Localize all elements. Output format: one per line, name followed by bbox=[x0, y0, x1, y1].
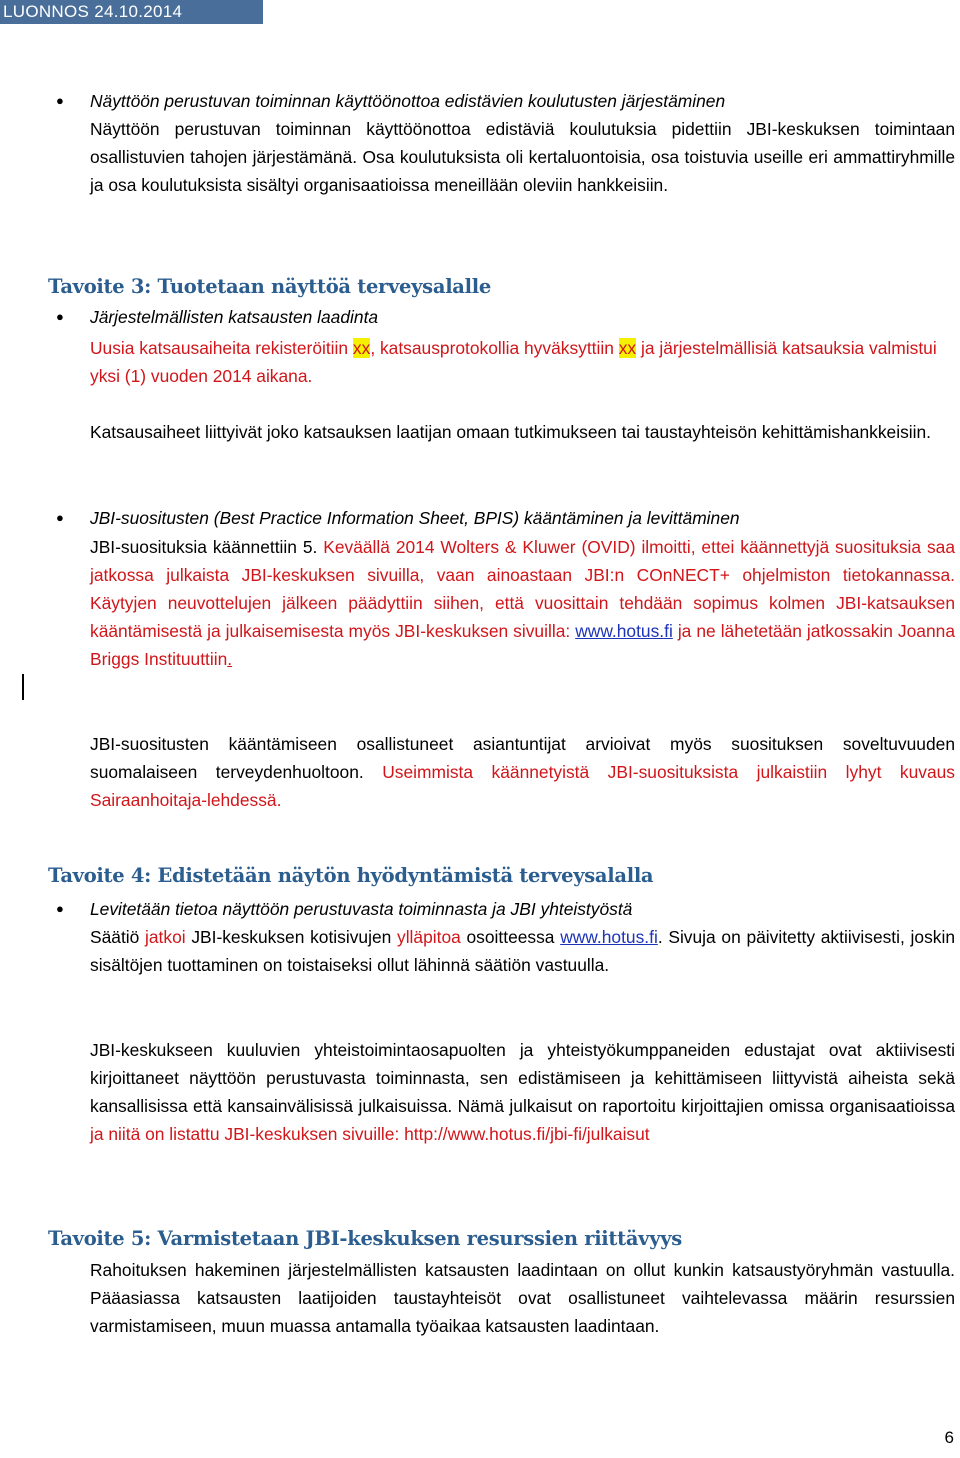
page-number: 6 bbox=[944, 1428, 954, 1447]
bullet-icon: ● bbox=[56, 309, 64, 324]
goal-3-title: Tavoite 3: Tuotetaan näyttöä terveysalalle bbox=[48, 275, 491, 298]
goal-4-title: Tavoite 4: Edistetään näytön hyödyntämistä terveysalalla bbox=[48, 864, 654, 887]
bpis-evaluation-paragraph: JBI-suositusten kääntämiseen osallistuneet asiantuntijat arvioivat myös suosituksen soveltuvuuden suomalaiseen terveydenhuoltoon. Useimmista käännetyistä JBI-suosituksista julkaistiin lyhyt kuvaus Sairaanhoitaja-lehdessä. bbox=[90, 734, 955, 810]
bpis-paragraph: JBI-suosituksia käännettiin 5. Keväällä 2014 Wolters & Kluwer (OVID) ilmoitti, ettei käännettyjä suosituksia saa jatkossa julkaista JBI-keskuksen sivuilla, vaan ainoastaan JBI:n COnNECT+ ohjelmiston tietokannassa. Käytyjen neuvottelujen jälkeen päädyttiin siihen, että vuosittain tehdään sopimus kolmen JBI-katsauksen kääntämisestä ja julkaisemisesta myös JBI-keskuksen sivuilla: www.hotus.fi ja ne lähetetään jatkossakin Joanna Briggs Instituuttiin. bbox=[90, 537, 955, 669]
change-bar bbox=[22, 674, 24, 700]
website-paragraph: Säätiö jatkoi JBI-keskuksen kotisivujen ylläpitoa osoitteessa www.hotus.fi. Sivuja on päivitetty aktiivisesti, joskin sisältöjen tuottaminen on toistaiseksi ollut lähinnä säätiön vastuulla. bbox=[90, 927, 955, 975]
reviews-heading: Järjestelmällisten katsausten laadinta bbox=[90, 307, 379, 327]
bullet-icon: ● bbox=[56, 93, 64, 108]
bpis-heading: JBI-suositusten (Best Practice Information Sheet, BPIS) kääntäminen ja levittäminen bbox=[90, 508, 740, 528]
training-paragraph: Näyttöön perustuvan toiminnan käyttöönottoa edistäviä koulutuksia pidettiin JBI-keskuksen toimintaan osallistuvien tahojen järjestämänä. Osa koulutuksista oli kertaluontoisia, osa toistuvia useille eri ammattiryhmille ja osa koulutuksista sisältyi organisaatioissa meneillään oleviin hankkeisiin. bbox=[90, 119, 955, 195]
bullet-icon: ● bbox=[56, 901, 64, 916]
hotus-link[interactable]: www.hotus.fi bbox=[575, 621, 673, 641]
goal-5-title: Tavoite 5: Varmistetaan JBI-keskuksen resurssien riittävyys bbox=[48, 1227, 682, 1250]
reviews-topics-paragraph: Katsausaiheet liittyivät joko katsauksen laatijan omaan tutkimukseen tai taustayhteisön kehittämishankkeisiin. bbox=[90, 422, 932, 442]
placeholder-highlight: xx bbox=[618, 338, 637, 358]
training-heading: Näyttöön perustuvan toiminnan käyttöönottoa edistävien koulutusten järjestäminen bbox=[90, 91, 726, 111]
hotus-link[interactable]: www.hotus.fi bbox=[560, 927, 658, 947]
placeholder-highlight: xx bbox=[352, 338, 371, 358]
dissemination-heading: Levitetään tietoa näyttöön perustuvasta toiminnasta ja JBI yhteistyöstä bbox=[90, 899, 633, 919]
reviews-paragraph: Uusia katsausaiheita rekisteröitiin xx, katsausprotokollia hyväksyttiin xx ja järjestelmällisiä katsauksia valmistui yksi (1) vuoden 2014 aikana. bbox=[90, 338, 937, 386]
draft-date-header: LUONNOS 24.10.2014 bbox=[0, 0, 263, 24]
publications-paragraph: JBI-keskukseen kuuluvien yhteistoimintaosapuolten ja yhteistyökumppaneiden edustajat ovat aktiivisesti kirjoittaneet näyttöön perustuvasta toiminnasta, sen edistämiseen ja kehittämiseen liittyvistä aiheista sekä kansallisissa että kansainvälisissä julkaisuissa. Nämä julkaisut on raportoitu kirjoittajien omissa organisaatioissa ja niitä on listattu JBI-keskuksen sivuille: http://www.hotus.fi/jbi-fi/julkaisut bbox=[90, 1040, 955, 1144]
resources-paragraph: Rahoituksen hakeminen järjestelmällisten katsausten laadintaan on ollut kunkin katsaustyöryhmän vastuulla. Pääasiassa katsausten laatijoiden taustayhteisöt ovat osallistuneet vaihtelevassa määrin resurssien varmistamiseen, muun muassa antamalla työaikaa katsausten laadintaan. bbox=[90, 1260, 955, 1336]
bullet-icon: ● bbox=[56, 510, 64, 525]
